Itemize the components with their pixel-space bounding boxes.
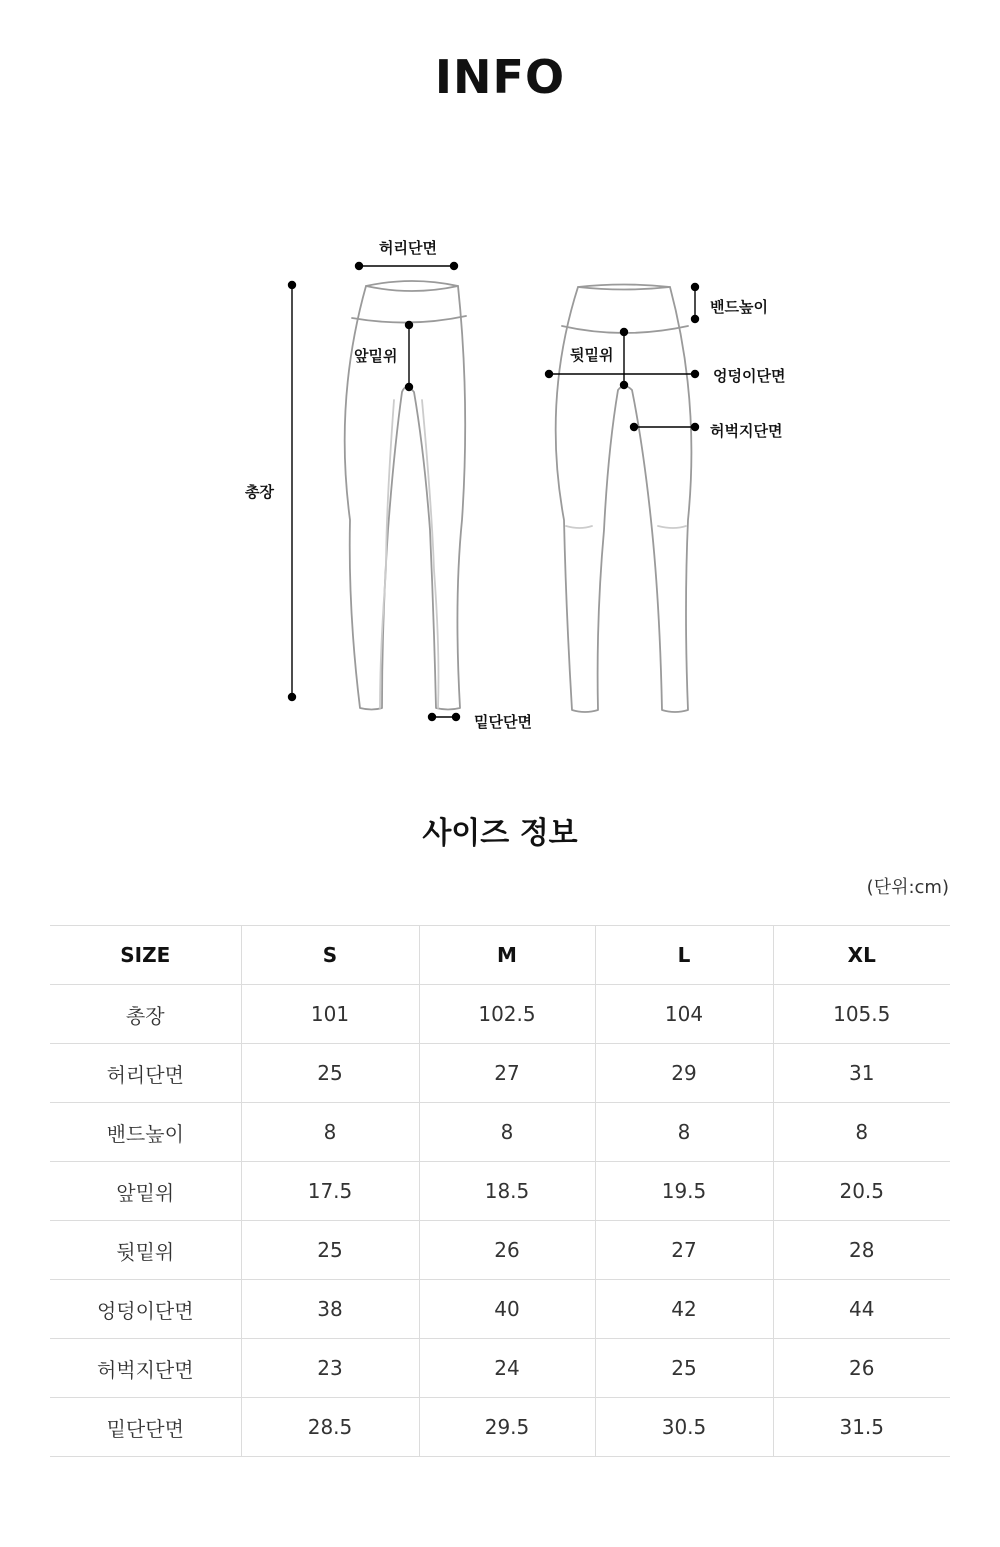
back-knee-crease: [566, 526, 686, 528]
table-row: [50, 1221, 950, 1280]
column-header-xl: XL: [773, 926, 950, 985]
row-label: 허리단면: [50, 1044, 241, 1103]
column-header-m: M: [419, 926, 595, 985]
column-header-s: S: [241, 926, 419, 985]
table-row: [50, 1103, 950, 1162]
front-waistband-top: [366, 286, 458, 291]
table-cell: 38: [241, 1280, 419, 1339]
table-cell: 28: [773, 1221, 950, 1280]
table-row: [50, 1398, 950, 1457]
table-cell: 31: [773, 1044, 950, 1103]
table-cell: 23: [241, 1339, 419, 1398]
table-cell: 40: [419, 1280, 595, 1339]
label-thigh: 허벅지단면: [710, 422, 783, 440]
table-row: [50, 1339, 950, 1398]
label-waist: 허리단면: [379, 239, 437, 257]
table-cell: 18.5: [419, 1162, 595, 1221]
back-waistband-top: [578, 287, 670, 290]
size-table-header-row: [50, 926, 950, 985]
table-cell: 42: [595, 1280, 773, 1339]
table-cell: 20.5: [773, 1162, 950, 1221]
label-band-height: 밴드높이: [710, 298, 768, 316]
table-cell: 17.5: [241, 1162, 419, 1221]
row-label: 뒷밑위: [50, 1221, 241, 1280]
table-cell: 19.5: [595, 1162, 773, 1221]
table-cell: 27: [419, 1044, 595, 1103]
table-cell: 44: [773, 1280, 950, 1339]
table-cell: 104: [595, 985, 773, 1044]
label-back-rise: 뒷밑위: [570, 346, 614, 364]
size-table: [50, 925, 950, 1457]
table-cell: 8: [241, 1103, 419, 1162]
row-label: 밑단단면: [50, 1398, 241, 1457]
table-row: [50, 1162, 950, 1221]
table-cell: 8: [595, 1103, 773, 1162]
table-row: [50, 1044, 950, 1103]
table-cell: 25: [241, 1221, 419, 1280]
table-cell: 25: [241, 1044, 419, 1103]
table-cell: 28.5: [241, 1398, 419, 1457]
unit-note: (단위:cm): [866, 877, 949, 898]
row-label: 엉덩이단면: [50, 1280, 241, 1339]
label-total-length: 총장: [245, 483, 274, 501]
table-cell: 25: [595, 1339, 773, 1398]
table-cell: 30.5: [595, 1398, 773, 1457]
row-label: 허벅지단면: [50, 1339, 241, 1398]
row-label: 앞밑위: [50, 1162, 241, 1221]
table-cell: 29: [595, 1044, 773, 1103]
table-cell: 29.5: [419, 1398, 595, 1457]
table-cell: 8: [773, 1103, 950, 1162]
table-cell: 26: [773, 1339, 950, 1398]
label-front-rise: 앞밑위: [354, 347, 398, 365]
row-label: 밴드높이: [50, 1103, 241, 1162]
table-cell: 102.5: [419, 985, 595, 1044]
label-hem: 밑단단면: [474, 713, 532, 731]
table-cell: 101: [241, 985, 419, 1044]
row-label: 총장: [50, 985, 241, 1044]
table-cell: 24: [419, 1339, 595, 1398]
table-cell: 105.5: [773, 985, 950, 1044]
page-title: INFO: [434, 50, 566, 104]
label-hip: 엉덩이단면: [713, 367, 786, 385]
table-cell: 8: [419, 1103, 595, 1162]
table-cell: 31.5: [773, 1398, 950, 1457]
size-info-title: 사이즈 정보: [422, 816, 578, 851]
table-cell: 27: [595, 1221, 773, 1280]
column-header-l: L: [595, 926, 773, 985]
column-header-size: SIZE: [50, 926, 241, 985]
table-row: [50, 985, 950, 1044]
measurement-diagram: [230, 230, 810, 740]
table-row: [50, 1280, 950, 1339]
table-cell: 26: [419, 1221, 595, 1280]
